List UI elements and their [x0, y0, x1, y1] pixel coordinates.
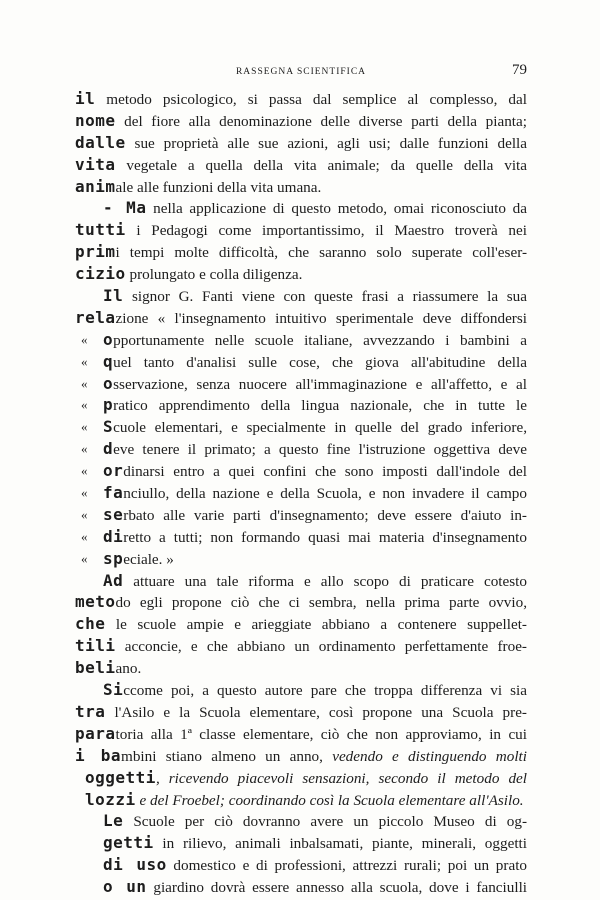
text-line — [75, 438, 527, 460]
line-content — [75, 613, 527, 635]
line-text: nella applicazione di questo metodo, omai riconosciuto da — [146, 200, 527, 218]
line-content — [103, 460, 527, 482]
line-lead-fragment: dalle — [75, 132, 126, 152]
line-content — [75, 132, 527, 154]
line-text: l'Asilo e la Scuola elementare, così propone una Scuola pre- — [105, 703, 527, 721]
line-content — [103, 197, 527, 219]
line-text: mbini stiano almeno un anno, — [121, 747, 333, 765]
line-content — [75, 635, 527, 657]
line-text: nciullo, della nazione e della Scuola, e non invadere il campo — [123, 485, 527, 503]
line-lead-fragment: d — [103, 439, 114, 459]
line-content — [75, 176, 527, 198]
line-text: eve tenere il primato; a questo fine l'istruzione oggettiva deve — [113, 441, 527, 459]
line-content — [103, 679, 527, 701]
line-content — [103, 482, 527, 504]
line-lead-fragment: Si — [103, 680, 124, 700]
line-content — [103, 416, 527, 438]
line-text: le scuole ampie e arieggiate abbiano a contenere suppellet- — [105, 616, 527, 634]
text-line — [75, 526, 527, 548]
line-lead-fragment: meto — [75, 592, 116, 612]
page-body-text — [75, 88, 527, 898]
line-text: prolungato e colla diligenza. — [125, 266, 303, 284]
text-line — [75, 88, 527, 110]
line-text: i tempi molte difficoltà, che saranno solo superate coll'eser- — [115, 244, 527, 262]
line-lead-fragment: il — [75, 89, 96, 108]
line-lead-fragment: nome — [75, 110, 116, 130]
line-content — [103, 329, 527, 351]
quote-mark: « — [81, 463, 88, 479]
line-text: vegetale a quella della vita animale; da quelle della vita — [115, 156, 527, 174]
quote-mark: « — [81, 375, 88, 391]
line-content — [75, 723, 527, 745]
italic-text: , ricevendo piacevoli sensazioni, secondo il metodo del — [155, 769, 527, 787]
line-text: toria alla 1ª classe elementare, ciò che non approviamo, in cui — [115, 725, 527, 743]
line-text: giardino dovrà essere annesso alla scuola, dove i fanciulli — [146, 879, 527, 897]
line-text: retto a tutti; non formando quasi mai materia d'insegnamento — [123, 528, 527, 546]
line-content — [75, 154, 527, 176]
text-line — [75, 635, 527, 657]
line-lead-fragment: or — [103, 461, 124, 481]
line-lead-fragment: tra — [75, 701, 106, 721]
line-lead-fragment: fa — [103, 483, 124, 503]
text-line — [75, 789, 527, 811]
line-text: ale alle funzioni della vita umana. — [115, 178, 322, 196]
line-content — [75, 219, 527, 241]
quote-mark: « — [81, 419, 88, 435]
line-lead-fragment: oggetti — [85, 767, 156, 787]
line-content — [103, 832, 527, 854]
line-content — [103, 394, 527, 416]
running-title: RASSEGNA SCIENTIFICA — [235, 67, 367, 77]
line-text: zione « l'insegnamento intuitivo sperimentale deve diffondersi — [115, 309, 527, 327]
italic-text: vedendo e distinguendo molti — [332, 747, 527, 765]
line-content — [103, 526, 527, 548]
line-text: sservazione, senza nuocere all'immaginazione e all'affetto, e al — [113, 375, 527, 393]
text-line — [75, 197, 527, 219]
line-lead-fragment: sp — [103, 548, 124, 568]
text-line — [75, 745, 527, 767]
text-line — [75, 876, 527, 898]
line-content — [103, 548, 527, 570]
line-content — [103, 570, 527, 592]
text-line — [75, 570, 527, 592]
line-content — [75, 263, 527, 285]
text-line — [75, 701, 527, 723]
line-lead-fragment: o — [103, 329, 114, 349]
line-content — [75, 307, 527, 329]
text-line — [75, 854, 527, 876]
text-line — [75, 416, 527, 438]
quote-mark: « — [81, 353, 88, 369]
line-content — [103, 285, 527, 307]
line-content — [75, 701, 527, 723]
quote-mark: « — [81, 441, 88, 457]
line-lead-fragment: para — [75, 723, 116, 743]
text-line — [75, 307, 527, 329]
text-line — [75, 110, 527, 132]
line-lead-fragment: di uso — [103, 855, 167, 875]
line-text: cuole elementari, e specialmente in quelle del grado inferiore, — [113, 419, 527, 437]
line-lead-fragment: Il — [103, 286, 124, 306]
text-line — [75, 176, 527, 198]
text-line — [75, 329, 527, 351]
line-content — [75, 88, 527, 110]
text-line — [75, 613, 527, 635]
line-content — [103, 373, 527, 395]
line-lead-fragment: di — [103, 526, 124, 546]
text-line — [75, 219, 527, 241]
text-line — [75, 591, 527, 613]
line-text: ccome poi, a questo autore pare che troppa differenza vi sia — [123, 682, 527, 700]
line-lead-fragment: o un — [103, 877, 147, 897]
quote-mark: « — [81, 485, 88, 501]
line-lead-fragment: tutti — [75, 220, 126, 240]
line-text: attuare una tale riforma e allo scopo di praticare cotesto — [123, 572, 527, 590]
text-line — [75, 241, 527, 263]
quote-mark: « — [81, 506, 88, 522]
text-line — [75, 723, 527, 745]
line-lead-fragment: prim — [75, 242, 116, 262]
line-lead-fragment: Ad — [103, 570, 124, 590]
line-lead-fragment: cizio — [75, 264, 126, 284]
line-lead-fragment: q — [103, 351, 114, 371]
line-text: del fiore alla denominazione delle diverse parti della pianta; — [115, 112, 527, 130]
line-text: eciale. » — [123, 550, 174, 568]
line-content — [103, 504, 527, 526]
line-text: dinarsi entro a quei confini che sono imposti dall'indole del — [123, 463, 527, 481]
line-lead-fragment: o — [103, 373, 114, 393]
quote-mark: « — [81, 397, 88, 413]
line-content — [85, 789, 527, 811]
text-line — [75, 373, 527, 395]
line-text: signor G. Fanti viene con queste frasi a riassumere la sua — [123, 288, 527, 306]
line-text: i Pedagogi come importantissimo, il Maestro troverà nei — [125, 222, 527, 240]
line-text: Scuole per ciò dovranno avere un piccolo Museo di og- — [123, 813, 527, 831]
line-text: ratico apprendimento della lingua nazionale, che in tutte le — [113, 397, 527, 415]
text-line — [75, 832, 527, 854]
page-header — [75, 62, 527, 82]
line-lead-fragment: lozzi — [85, 789, 136, 809]
text-line — [75, 657, 527, 679]
line-lead-fragment: i ba — [75, 745, 121, 765]
line-lead-fragment: S — [103, 417, 114, 437]
text-line — [75, 263, 527, 285]
text-line — [75, 810, 527, 832]
line-content — [75, 241, 527, 263]
text-line — [75, 154, 527, 176]
line-lead-fragment: Le — [103, 811, 124, 831]
text-line — [75, 767, 527, 789]
line-text: domestico e di professioni, attrezzi rurali; poi un prato — [166, 857, 527, 875]
page-number: 79 — [512, 62, 527, 78]
line-lead-fragment: rela — [75, 307, 116, 327]
text-line — [75, 548, 527, 570]
text-line — [75, 460, 527, 482]
line-content — [103, 351, 527, 373]
line-lead-fragment: beli — [75, 658, 116, 678]
text-line — [75, 285, 527, 307]
line-content — [85, 767, 527, 789]
line-content — [75, 745, 527, 767]
text-line — [75, 504, 527, 526]
line-lead-fragment: getti — [103, 833, 154, 853]
line-content — [103, 438, 527, 460]
line-content — [75, 591, 527, 613]
line-lead-fragment: vita — [75, 154, 116, 174]
line-content — [103, 854, 527, 876]
line-lead-fragment: tili — [75, 636, 116, 656]
line-lead-fragment: p — [103, 395, 114, 415]
line-lead-fragment: - Ma — [103, 198, 147, 218]
line-lead-fragment: anim — [75, 176, 116, 196]
quote-mark: « — [81, 550, 88, 566]
line-content — [75, 657, 527, 679]
text-line — [75, 679, 527, 701]
line-lead-fragment: se — [103, 504, 124, 524]
line-text: rbato alle varie parti d'insegnamento; deve essere d'aiuto in- — [123, 506, 527, 524]
text-line — [75, 132, 527, 154]
line-text: do egli propone ciò che ci sembra, nella prima parte ovvio, — [115, 594, 527, 612]
line-text: in rilievo, animali inbalsamati, piante, minerali, oggetti — [153, 835, 527, 853]
line-lead-fragment: che — [75, 614, 106, 634]
line-text: pportunamente nelle scuole italiane, avvezzando i bambini a — [113, 331, 527, 349]
line-content — [75, 110, 527, 132]
quote-mark: « — [81, 528, 88, 544]
line-text: ano. — [115, 660, 142, 678]
italic-text: e del Froebel; coordinando così la Scuola elementare all'Asilo. — [135, 791, 524, 809]
line-text: uel tanto d'analisi sulle cose, che giova all'abitudine della — [113, 353, 527, 371]
line-content — [103, 876, 527, 898]
text-line — [75, 351, 527, 373]
text-line — [75, 394, 527, 416]
quote-mark: « — [81, 331, 88, 347]
text-line — [75, 482, 527, 504]
line-text: acconcie, e che abbiano un ordinamento perfettamente froe- — [115, 638, 527, 656]
line-text: metodo psicologico, si passa dal semplice al complesso, dal — [95, 91, 527, 108]
line-text: sue proprietà alle sue azioni, agli usi; dalle funzioni della — [125, 134, 527, 152]
line-content — [103, 810, 527, 832]
